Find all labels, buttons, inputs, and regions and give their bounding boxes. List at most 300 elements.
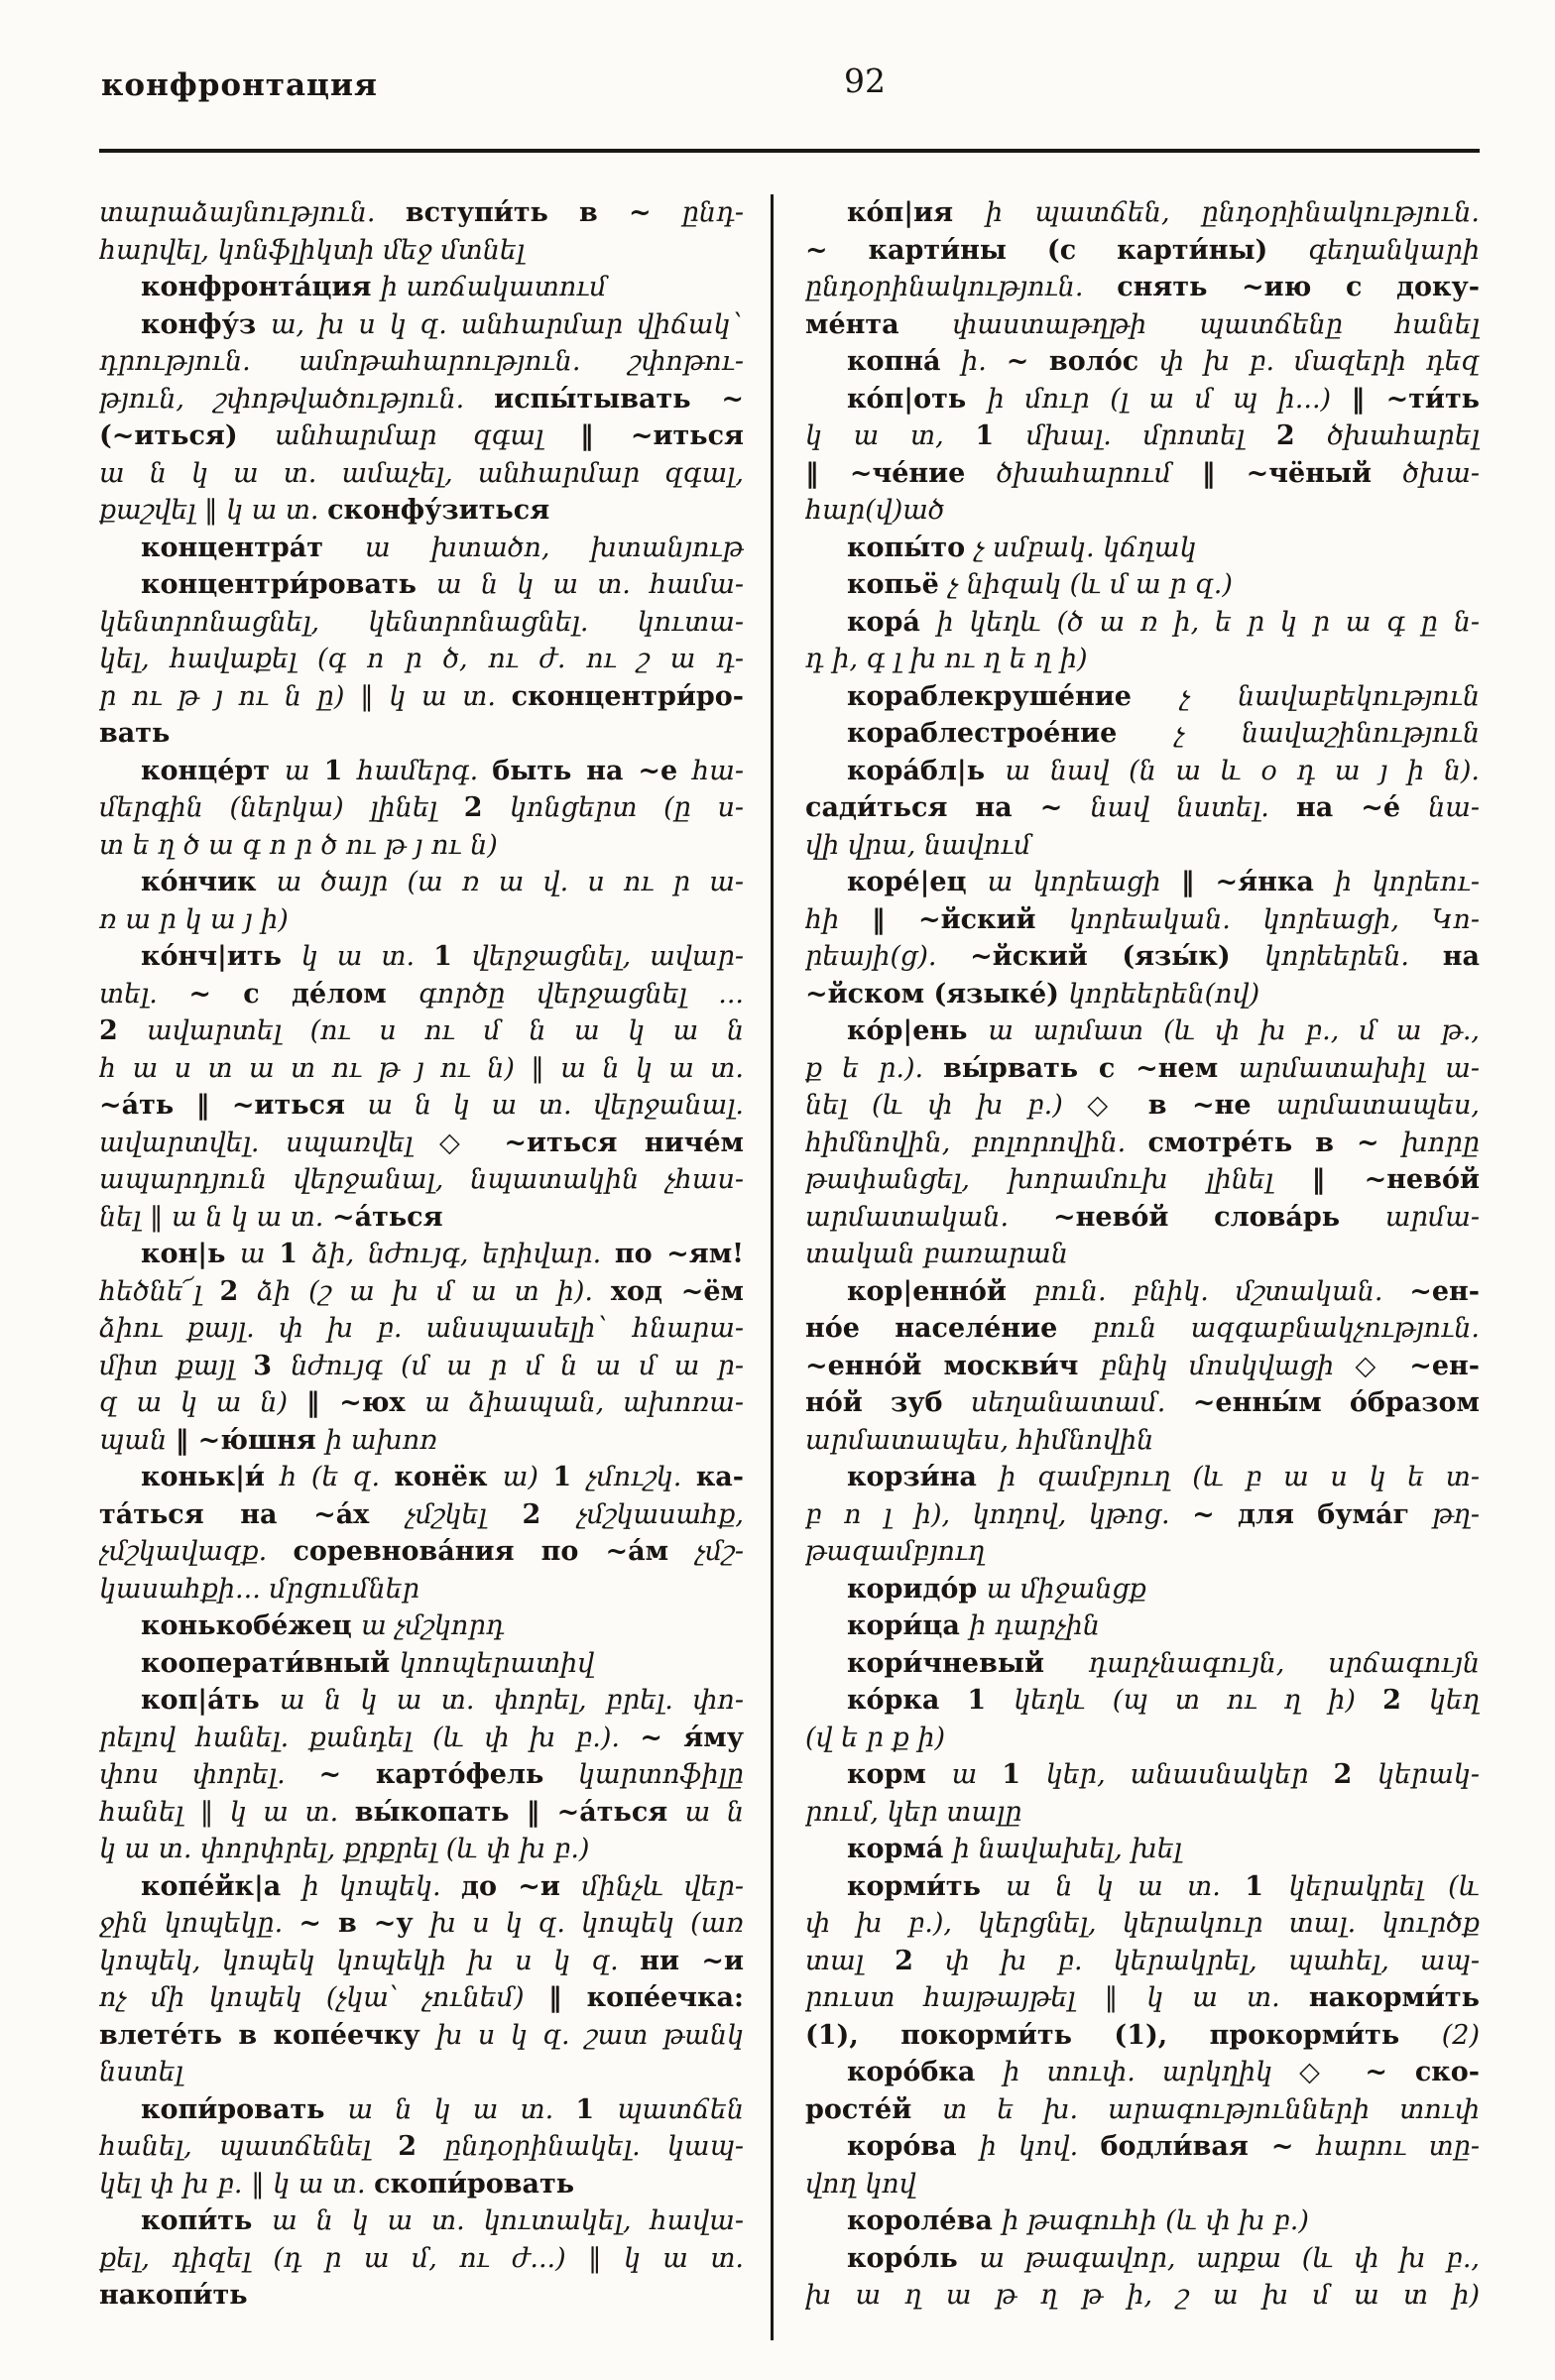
armenian-text: փոս փորել. [99,1759,319,1790]
text-line [99,938,744,976]
armenian-text: կ ա տ. փորփրել, քրքրել (և փ խ բ.) [99,1834,590,1864]
russian-text: конфронта́ция [141,272,381,302]
russian-text: 2 [895,1945,945,1976]
text-line [805,1236,1480,1273]
armenian-text: խ ա ղ ա թ ղ թ ի, շ ա խ մ ա տ ի) [805,2280,1480,2311]
text-line [805,864,1480,901]
russian-text: ко́р|ень [847,1015,989,1046]
russian-text: 1 [279,1239,312,1269]
armenian-text: ք ե ր.). [805,1052,944,1084]
text-line [99,2091,744,2129]
russian-text: ~ карти́ны (с карти́ны) [805,234,1309,266]
text-line [99,678,744,716]
russian-text: скопи́ровать [374,2168,575,2200]
russian-text: конькобе́жец [141,1610,362,1641]
armenian-text: ա խտածո, խտանյութ [364,532,744,563]
russian-text: ~ карто́фель [318,1759,579,1790]
armenian-text: ընդ- [681,197,744,228]
text-line [805,1794,1480,1832]
armenian-text: ա ձիապան, ախոռա- [424,1387,744,1418]
russian-text: копе́йк|а [141,1870,302,1902]
armenian-text: ա ն կ ա տ. ամաչել, անհարմար զգալ, [99,457,744,489]
russian-text: 2 [219,1275,258,1307]
russian-text: (1), покорми́ть (1), прокорми́ть [805,2019,1442,2051]
russian-text: ~нево́й слова́рь [1053,1201,1385,1233]
armenian-text: հարվել, կոնֆլիկտի մեջ մտնել [99,234,526,266]
text-line [99,2240,744,2278]
russian-text: концентра́т [141,532,365,563]
text-line [805,2017,1480,2055]
russian-text: ~енно́й москви́ч [805,1350,1101,1381]
russian-text: ~ я́му [640,1722,744,1753]
text-line [99,1050,744,1088]
text-line [805,1348,1480,1385]
text-line [805,1310,1480,1348]
russian-text: ко́нч|ить [141,941,301,972]
armenian-text: խ ս կ զ. կոպեկ (առ [429,1908,744,1939]
armenian-text: կարտոֆիլը [578,1759,744,1790]
russian-text: сконцентри́ро- [511,680,744,712]
text-line [99,2128,744,2166]
armenian-text: ա ն կ ա տ. փորել, բրել. փո- [279,1685,744,1716]
armenian-text: րում, կեր տալը [805,1796,1022,1828]
russian-text: ‖ ~чёный [1201,457,1403,489]
text-line [99,1012,744,1050]
text-line [99,1720,744,1757]
armenian-text: բ ո լ ի), կողով, կթոց. [805,1498,1193,1530]
text-line [805,1943,1480,1980]
armenian-text: ի առճակատում [380,272,607,302]
armenian-text: ավարտվել. սպառվել ◇ [99,1127,505,1158]
armenian-text: տ ե ղ ծ ա գ ո ր ծ ու թ յ ու ն) [99,829,498,861]
armenian-text: քաշվել ‖ կ ա տ. [99,495,328,526]
column-right [805,194,1480,2340]
text-line [99,2017,744,2055]
armenian-text: փ խ բ.), կերցնել, կերակուր տալ. կուրծք [805,1908,1480,1939]
armenian-text: մերգին (ներկա) լինել [99,792,464,823]
text-line [805,455,1480,493]
text-line [99,604,744,642]
russian-text: соревнова́ния по ~а́м [293,1536,696,1567]
armenian-text: րեայի(ց). [805,941,971,972]
armenian-text: ծխա- [1402,457,1480,489]
armenian-text: ա ն կ ա տ. կուտակել, հավա- [272,2205,744,2236]
text-line [99,1533,744,1571]
text-line [805,1087,1480,1125]
russian-text: вать [99,718,171,749]
armenian-text: ծխահարում [996,457,1202,489]
russian-text: вы́копать ‖ ~а́ться [354,1796,685,1828]
russian-text: кора́ [847,606,937,638]
armenian-text: արմատական. [805,1201,1053,1233]
text-line [99,1348,744,1385]
text-line [805,1496,1480,1534]
text-line [805,1273,1480,1311]
russian-text: копы́то [847,532,975,563]
russian-text: копи́ть [141,2205,273,2236]
russian-text: корми́ть [847,1870,1007,1902]
text-line [805,2202,1480,2240]
armenian-text: ի կեղև (ծ ա ռ ի, ե ր կ ր ա գ ը ն- [936,606,1480,638]
russian-text: ход ~ём [610,1275,744,1307]
armenian-text: չմշկավազք. [99,1536,294,1567]
armenian-text: հեծնե՜լ [99,1275,220,1307]
armenian-text: ա [284,755,324,786]
text-line [805,789,1480,827]
armenian-text: ի մուր (լ ա մ պ ի...) [987,383,1352,415]
text-line [99,753,744,790]
russian-text: накорми́ть [1308,1982,1480,2013]
armenian-text: հանել, պատճենել [99,2131,399,2162]
armenian-text: նել ‖ ա ն կ ա տ. [99,1201,332,1233]
russian-text: сконфу́зиться [327,495,550,526]
armenian-text: մինչև վեր- [581,1870,744,1902]
text-line [805,753,1480,790]
armenian-text: ի տուփ. արկղիկ ◇ [1003,2057,1366,2087]
russian-text: коро́бка [847,2057,1004,2087]
text-line [805,1645,1480,1683]
armenian-text: հար(վ)ած [805,495,945,526]
text-line [805,1199,1480,1237]
armenian-text: ընդօրինակել. կապ- [444,2131,744,2162]
text-line [805,901,1480,939]
armenian-text: չմշկասահք, [576,1498,744,1530]
armenian-text: զ ա կ ա ն) [99,1387,306,1418]
armenian-text: արմատապես, [1275,1090,1480,1121]
russian-text: ~а́ться [331,1201,443,1233]
armenian-text: ա [239,1239,280,1269]
russian-text: ~ с де́лом [188,978,419,1010]
text-line [99,1273,744,1311]
armenian-text: ծխահարել [1327,420,1480,451]
armenian-text: ապարդյուն վերջանալ, նպատակին չհաս- [99,1164,744,1195]
armenian-text: ա կորեացի [987,867,1181,897]
russian-text: влете́ть в копе́ечку [99,2019,437,2051]
russian-text: ~а́ть ‖ ~иться [99,1090,368,1121]
russian-text: ~ен- [1409,1350,1480,1381]
russian-text: вы́рвать с ~нем [943,1052,1239,1084]
text-line [805,2128,1480,2166]
armenian-text: թղ- [1432,1498,1480,1530]
text-line [99,1161,744,1199]
armenian-text: կոպեկ, կոպեկ կոպեկի խ ս կ զ. [99,1945,641,1976]
russian-text: коро́ва [847,2131,980,2162]
armenian-text: թափանցել, խորամուխ լինել [805,1164,1312,1195]
armenian-text: ա ն կ ա տ. [1006,1870,1246,1902]
text-line [99,1682,744,1720]
russian-text: 2 [99,1015,148,1046]
armenian-text: կել, հավաքել (գ ո ր ծ, ու ժ. ու շ ա դ- [99,644,744,674]
text-line [99,194,744,232]
russian-text: ни ~и [640,1945,744,1976]
text-line [805,1831,1480,1868]
armenian-text: ի թագուհի (և փ խ բ.) [1002,2205,1309,2236]
armenian-text: նստել [99,2057,183,2087]
armenian-text: ա ն կ ա տ. [347,2093,576,2125]
text-line [805,938,1480,976]
text-line [805,1533,1480,1571]
russian-text: 2 [398,2131,445,2162]
russian-text: копна́ [847,346,962,377]
armenian-text: ի կորեու- [1335,867,1480,897]
russian-text: 2 [1333,1759,1377,1790]
text-line [99,2202,744,2240]
text-line [805,194,1480,232]
russian-text: коро́ль [847,2242,980,2274]
armenian-text: ա [951,1759,1003,1790]
text-line [99,641,744,678]
text-line [99,715,744,753]
running-head: конфронтация [101,67,378,103]
text-line [805,1125,1480,1162]
russian-text: бодли́вая ~ [1100,2131,1317,2162]
armenian-text: ձի (շ ա խ մ ա տ ի). [257,1275,611,1307]
armenian-text: արմատախիլ ա- [1238,1052,1480,1084]
armenian-text: խ ս կ զ. շատ թանկ [436,2019,744,2051]
armenian-text: կ ա տ, [805,420,976,451]
armenian-text: բուն ազգաբնակչություն. [1092,1313,1480,1344]
armenian-text: արմատապես, հիմնովին [805,1424,1154,1456]
russian-text: до ~и [461,1870,582,1902]
text-line [805,678,1480,716]
russian-text: ка- [695,1462,744,1492]
russian-text: ‖ ~я́нка [1180,867,1335,897]
armenian-text: կենտրոնացնել, կենտրոնացնել. կուտա- [99,606,744,638]
text-line [99,827,744,865]
russian-text: коньк|и́ [141,1462,281,1492]
russian-text: ‖ ~йский [871,903,1070,935]
text-line [99,1794,744,1832]
russian-text: ‖ копе́ечка: [547,1982,744,2013]
text-line [99,417,744,455]
russian-text: накопи́ть [99,2280,248,2311]
armenian-text: ա, խ ս կ զ. անհարմար վիճակ` [270,308,744,340]
text-line [99,1979,744,2017]
text-line [805,566,1480,604]
armenian-text: ա միջանցք [986,1573,1146,1605]
armenian-text: նավ նստել. [1090,792,1296,823]
russian-text: кооперати́вный [141,1647,400,1679]
russian-text: та́ться на ~а́х [99,1498,406,1530]
text-line [805,2277,1480,2315]
armenian-text: տել. [99,978,189,1010]
text-line [99,1756,744,1794]
armenian-text: ի կոպեկ. [301,1870,461,1902]
russian-text: сади́ться на ~ [805,792,1091,823]
text-line [99,381,744,418]
armenian-text: ր ու թ յ ու ն ը) ‖ կ ա տ. [99,680,512,712]
russian-text: ко́п|оть [847,383,988,415]
armenian-text: տական բառարան [805,1239,1068,1269]
text-line [805,530,1480,567]
text-columns [99,194,1480,2340]
text-line [805,492,1480,530]
armenian-text: համերգ. [357,755,493,786]
russian-text: ко́п|ия [847,197,986,228]
armenian-text: կերակ- [1377,1759,1480,1790]
text-line [99,1571,744,1608]
russian-text: кора́бл|ь [847,755,1006,786]
armenian-text: ա ն կ ա տ. համա- [436,569,744,600]
text-line [99,1607,744,1645]
russian-text: короле́ва [847,2205,1003,2236]
armenian-text: ա ն կ ա տ. վերջանալ. [367,1090,744,1121]
armenian-text: չմշ- [695,1536,744,1567]
russian-text: 2 [1382,1685,1429,1716]
text-line [805,1422,1480,1460]
russian-text: ~ в ~у [299,1908,430,1939]
armenian-text: ա թագավոր, արքա (և փ խ բ., [979,2242,1480,2274]
text-line [99,269,744,306]
armenian-text: թազամբյուղ [805,1536,986,1567]
russian-text: кори́ца [847,1610,970,1641]
armenian-text: մխալ. մրոտել [1025,420,1276,451]
text-line [99,864,744,901]
text-line [805,1756,1480,1794]
armenian-text: արմա- [1384,1201,1480,1233]
armenian-text: ա արմատ (և փ խ բ., մ ա թ., [988,1015,1480,1046]
russian-text: 1 [552,1462,587,1492]
russian-text: кон|ь [141,1239,240,1269]
armenian-text: փաստաթղթի պատճենը հանել [952,308,1480,340]
russian-text: ~ воло́с [1006,346,1159,377]
text-line [99,789,744,827]
text-line [805,1459,1480,1496]
text-line [99,1199,744,1237]
russian-text: 1 [433,941,472,972]
armenian-text: (2) [1441,2019,1480,2051]
text-line [805,1868,1480,1906]
text-line [99,901,744,939]
text-line [99,1943,744,1980]
armenian-text: կորեական. կորեացի, Կո- [1069,903,1480,935]
armenian-text: րելով հանել. քանդել (և փ խ բ.). [99,1722,641,1753]
russian-text: (~иться) [99,420,276,451]
armenian-text: ի կով. [979,2131,1101,2162]
text-line [805,2054,1480,2091]
armenian-text: նա- [1428,792,1480,823]
armenian-text: ավարտել (ու ս ու մ ն ա կ ա ն [147,1015,744,1046]
page-header [99,58,1476,147]
russian-text: ‖ ~че́ние [805,457,997,489]
armenian-text: վերջացնել, ավար- [471,941,744,972]
text-line [805,417,1480,455]
armenian-text: թյուն, շփոթվածություն. [99,383,495,415]
russian-text: копьё [847,569,949,600]
text-line [99,455,744,493]
text-line [805,604,1480,642]
russian-text: 3 [253,1350,292,1381]
armenian-text: խորը [1401,1127,1480,1158]
text-line [99,1831,744,1868]
text-line [805,2166,1480,2203]
armenian-text: տ ե խ. արագությունների տուփ [942,2093,1480,2125]
text-line [99,566,744,604]
russian-text: коп|а́ть [141,1685,280,1716]
armenian-text: անհարմար զգալ [275,420,580,451]
russian-text: 2 [463,792,510,823]
armenian-text: պան [99,1424,176,1456]
text-line [805,976,1480,1013]
armenian-text: հի [805,903,872,935]
armenian-text: ա չմշկորդ [361,1610,505,1641]
russian-text: конце́рт [141,755,285,786]
russian-text: коре́|ец [847,867,988,897]
text-line [805,1161,1480,1199]
text-line [805,1571,1480,1608]
armenian-text: հա- [692,755,744,786]
text-line [805,381,1480,418]
armenian-text: րուստ հայթայթել ‖ կ ա տ. [805,1982,1309,2013]
armenian-text: ի պատճեն, ընդօրինակություն. [985,197,1480,228]
text-line [99,306,744,344]
russian-text: ~енны́м о́бразом [1192,1387,1480,1418]
text-line [805,827,1480,865]
russian-text: ко́нчик [141,867,277,897]
armenian-text: կոնցերտ (ը ս- [510,792,744,823]
armenian-text: կերակրել (և [1288,1870,1480,1902]
russian-text: ‖ ~юх [305,1387,425,1418]
armenian-text: հանել ‖ կ ա տ. [99,1796,355,1828]
armenian-text: դ ի, գ լ խ ու ղ ե ղ ի) [805,644,1088,674]
text-line [805,1384,1480,1422]
text-line [805,2240,1480,2278]
russian-text: 1 [575,2093,618,2125]
armenian-text: կորեերեն. [1264,941,1443,972]
column-left [99,194,744,2340]
text-line [805,343,1480,381]
header-rule [99,149,1480,153]
text-line [805,715,1480,753]
armenian-text: ա ն [684,1796,744,1828]
armenian-text: բնիկ մոսկվացի ◇ [1100,1350,1410,1381]
russian-text: ко́рка [847,1685,968,1716]
russian-text: на [1442,941,1480,972]
text-line [99,1087,744,1125]
armenian-text: կասահքի... մրցումներ [99,1573,419,1605]
armenian-text: ռ ա ր կ ա յ ի) [99,903,289,935]
text-line [99,2277,744,2315]
russian-text: ‖ ~нево́й [1311,1164,1480,1195]
text-line [805,306,1480,344]
armenian-text: հարու տը- [1316,2131,1480,2162]
russian-text: ~йский (язы́к) [970,941,1265,972]
russian-text: ~йском (языке́) [805,978,1069,1010]
armenian-text: գեղանկարի [1308,234,1480,266]
armenian-text: ոչ մի կոպեկ (չկա՝ չունեմ) [99,1982,548,2013]
text-line [805,1050,1480,1088]
armenian-text: ա ծայր (ա ռ ա վ. ս ու ր ա- [276,867,744,897]
text-line [805,2091,1480,2129]
text-line [805,269,1480,306]
text-line [99,2166,744,2203]
armenian-text: կորեերեն(ով) [1068,978,1260,1010]
text-line [99,1236,744,1273]
armenian-text: բուն. բնիկ. մշտական. [1033,1275,1410,1307]
russian-text: 1 [975,420,1026,451]
text-line [805,1979,1480,2017]
text-line [805,232,1480,270]
text-line [99,530,744,567]
armenian-text: վող կով [805,2168,916,2200]
russian-text: но́й зуб [805,1387,971,1418]
armenian-text: ձի, նժույգ, երիվար. [311,1239,615,1269]
russian-text: по ~ям! [614,1239,744,1269]
russian-text: 1 [1002,1759,1046,1790]
armenian-text: կեղև (պ տ ու ղ ի) [1014,1685,1383,1716]
text-line [99,2054,744,2091]
russian-text: корм [847,1759,952,1790]
